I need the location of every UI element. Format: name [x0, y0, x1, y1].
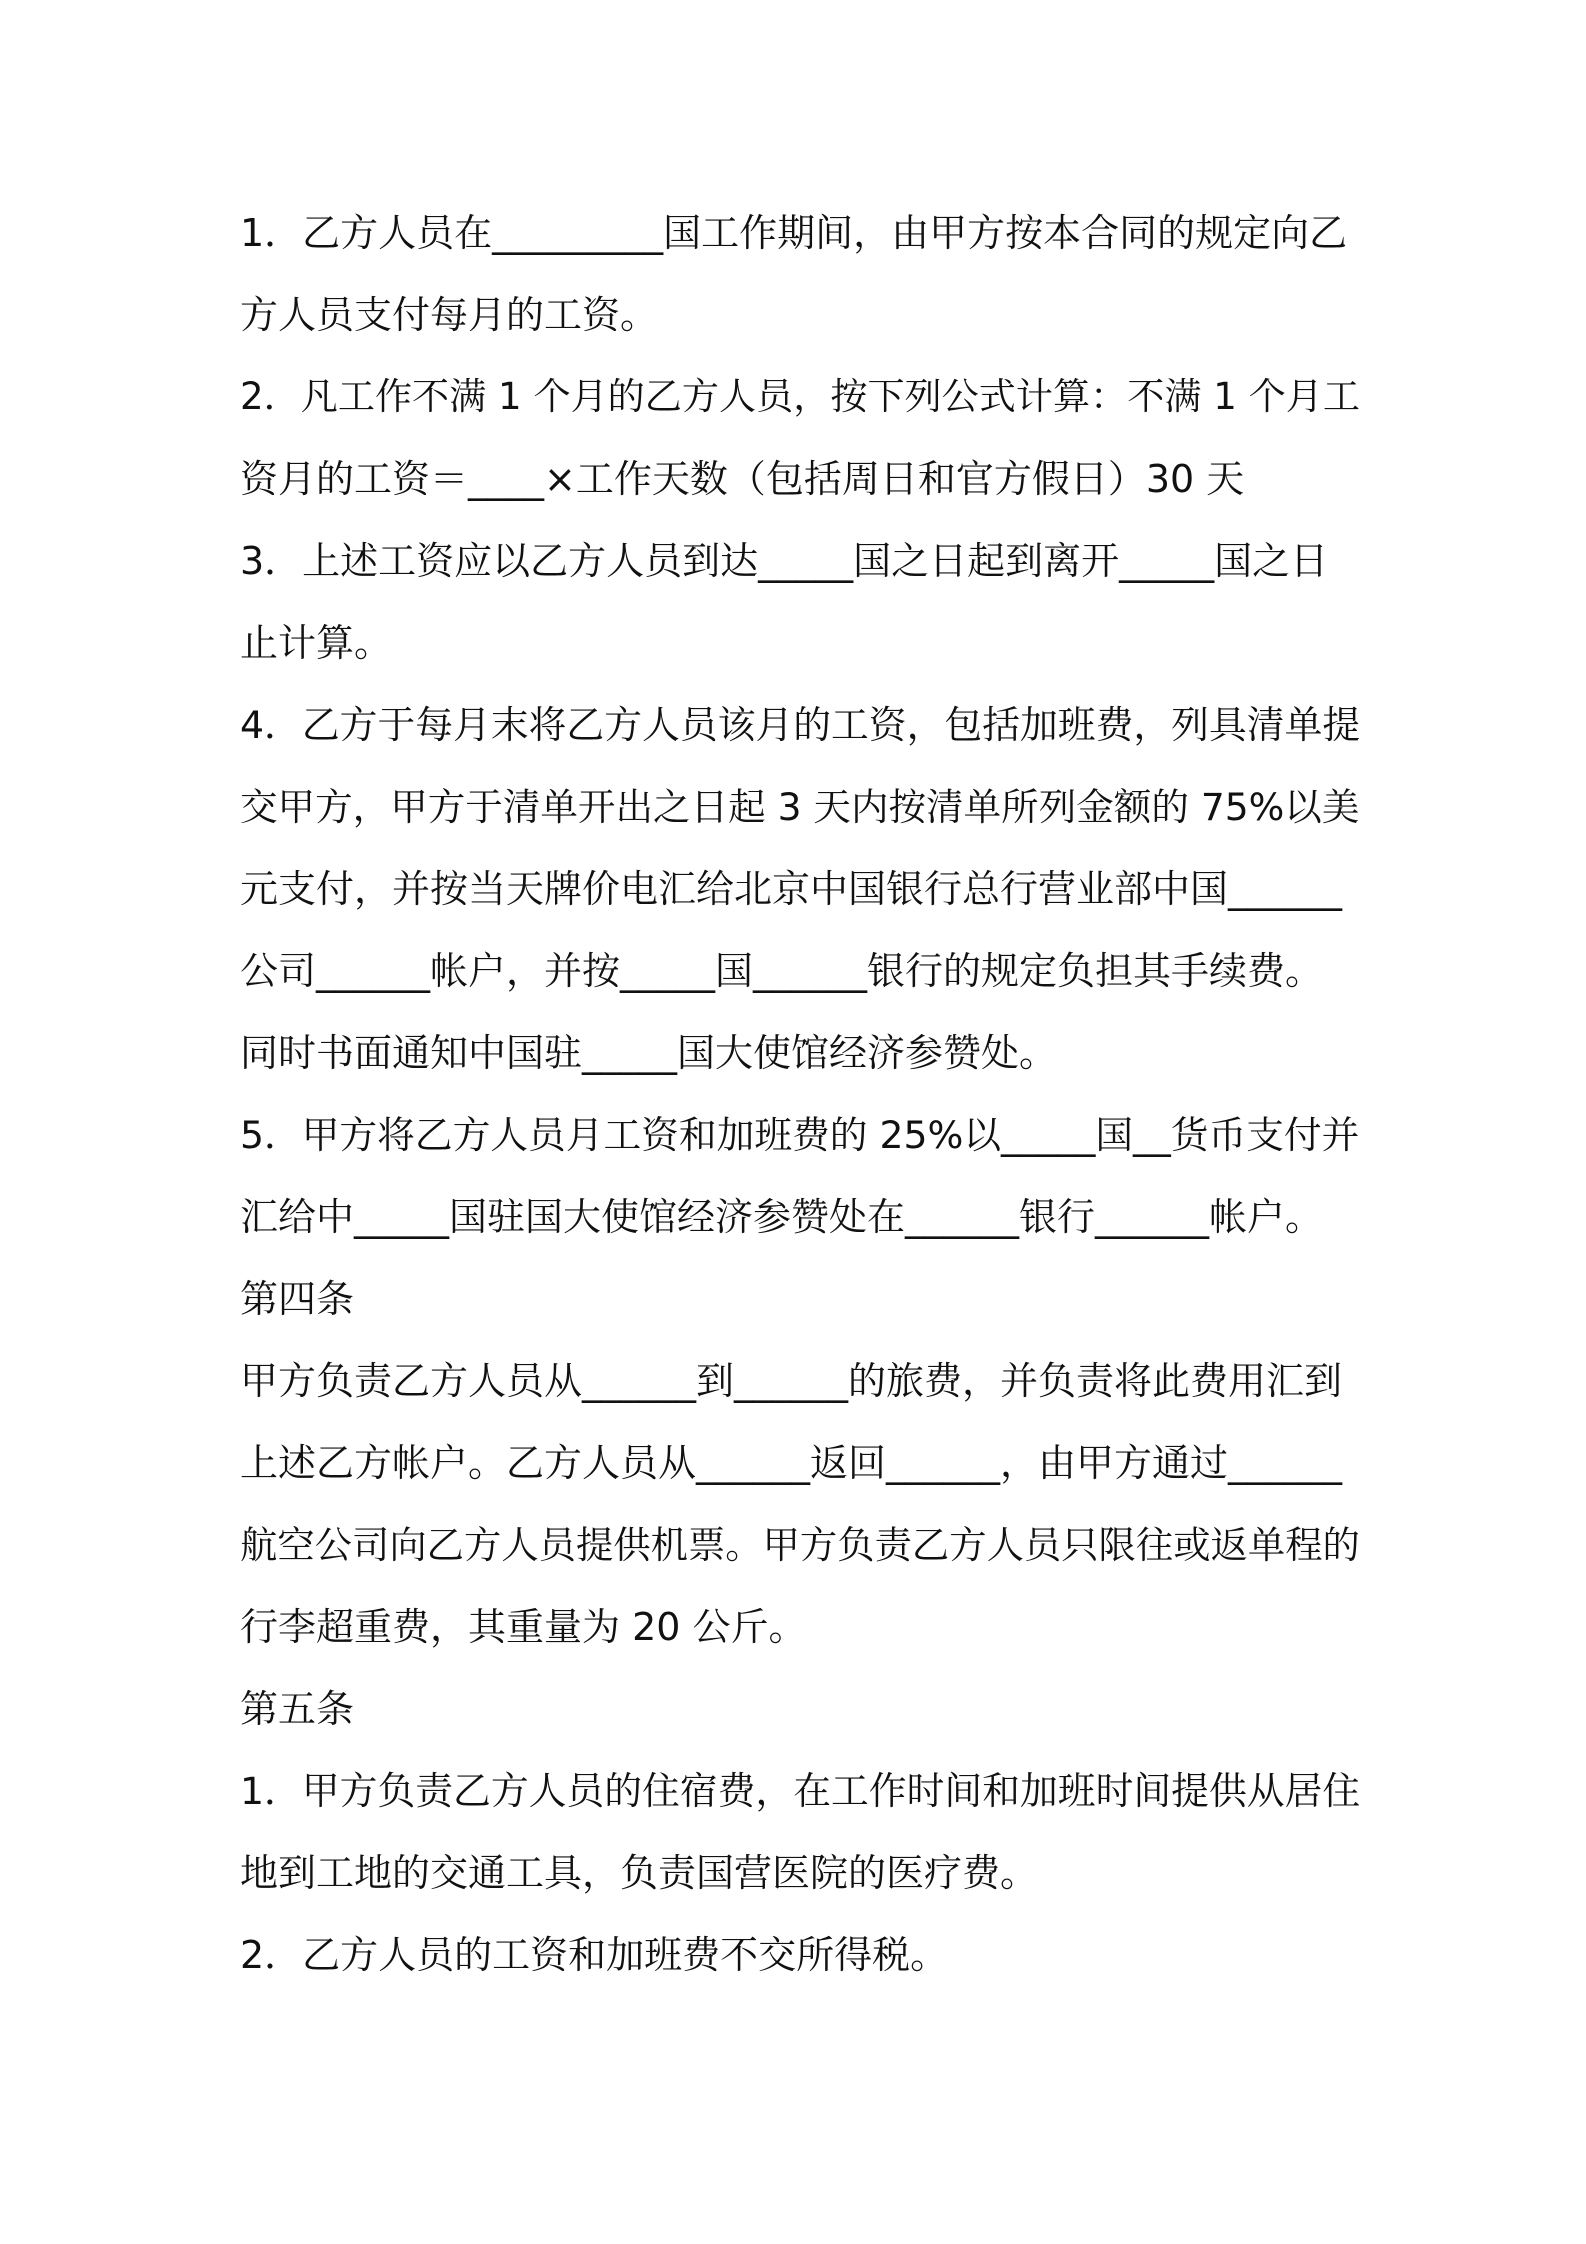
clause-3-4-line-2: 交甲方，甲方于清单开出之日起 3 天内按清单所列金额的 75%以美: [240, 785, 1360, 829]
clause-3-3-line-2: 止计算。: [240, 621, 393, 665]
article-4-line-1: 甲方负责乙方人员从______到______的旅费，并负责将此费用汇到: [240, 1359, 1343, 1403]
article-5-heading: 第五条: [240, 1687, 355, 1731]
article-4-line-2: 上述乙方帐户。乙方人员从______返回______，由甲方通过______: [240, 1441, 1343, 1485]
clause-3-5-line-2: 汇给中_____国驻国大使馆经济参赞处在______银行______帐户。: [240, 1195, 1324, 1239]
clause-3-3-line-1: 3．上述工资应以乙方人员到达_____国之日起到离开_____国之日: [240, 539, 1329, 583]
clause-5-1-line-1: 1．甲方负责乙方人员的住宿费，在工作时间和加班时间提供从居住: [240, 1769, 1361, 1813]
article-4-line-3: 航空公司向乙方人员提供机票。甲方负责乙方人员只限往或返单程的: [240, 1523, 1360, 1567]
clause-3-4-line-1: 4．乙方于每月末将乙方人员该月的工资，包括加班费，列具清单提: [240, 703, 1361, 747]
article-4-line-4: 行李超重费，其重量为 20 公斤。: [240, 1605, 807, 1649]
clause-3-4-line-3: 元支付，并按当天牌价电汇给北京中国银行总行营业部中国______: [240, 867, 1343, 911]
clause-3-2-line-2: 资月的工资＝____×工作天数（包括周日和官方假日）30 天: [240, 457, 1245, 501]
clause-5-2-line-1: 2．乙方人员的工资和加班费不交所得税。: [240, 1933, 949, 1977]
article-4-heading: 第四条: [240, 1277, 355, 1321]
document-body: [240, 192, 1360, 1996]
clause-3-4-line-4: 公司______帐户，并按_____国______银行的规定负担其手续费。: [240, 949, 1324, 993]
clause-3-4-line-5: 同时书面通知中国驻_____国大使馆经济参赞处。: [240, 1031, 1058, 1075]
clause-3-2-line-1: 2．凡工作不满 1 个月的乙方人员，按下列公式计算：不满 1 个月工: [240, 375, 1360, 418]
clause-5-1-line-2: 地到工地的交通工具，负责国营医院的医疗费。: [240, 1851, 1039, 1895]
clause-3-1-line-2: 方人员支付每月的工资。: [240, 293, 659, 337]
clause-3-5-line-1: 5．甲方将乙方人员月工资和加班费的 25%以_____国__货币支付并: [240, 1113, 1360, 1157]
clause-3-1-line-1: 1．乙方人员在_________国工作期间，由甲方按本合同的规定向乙: [240, 211, 1348, 255]
